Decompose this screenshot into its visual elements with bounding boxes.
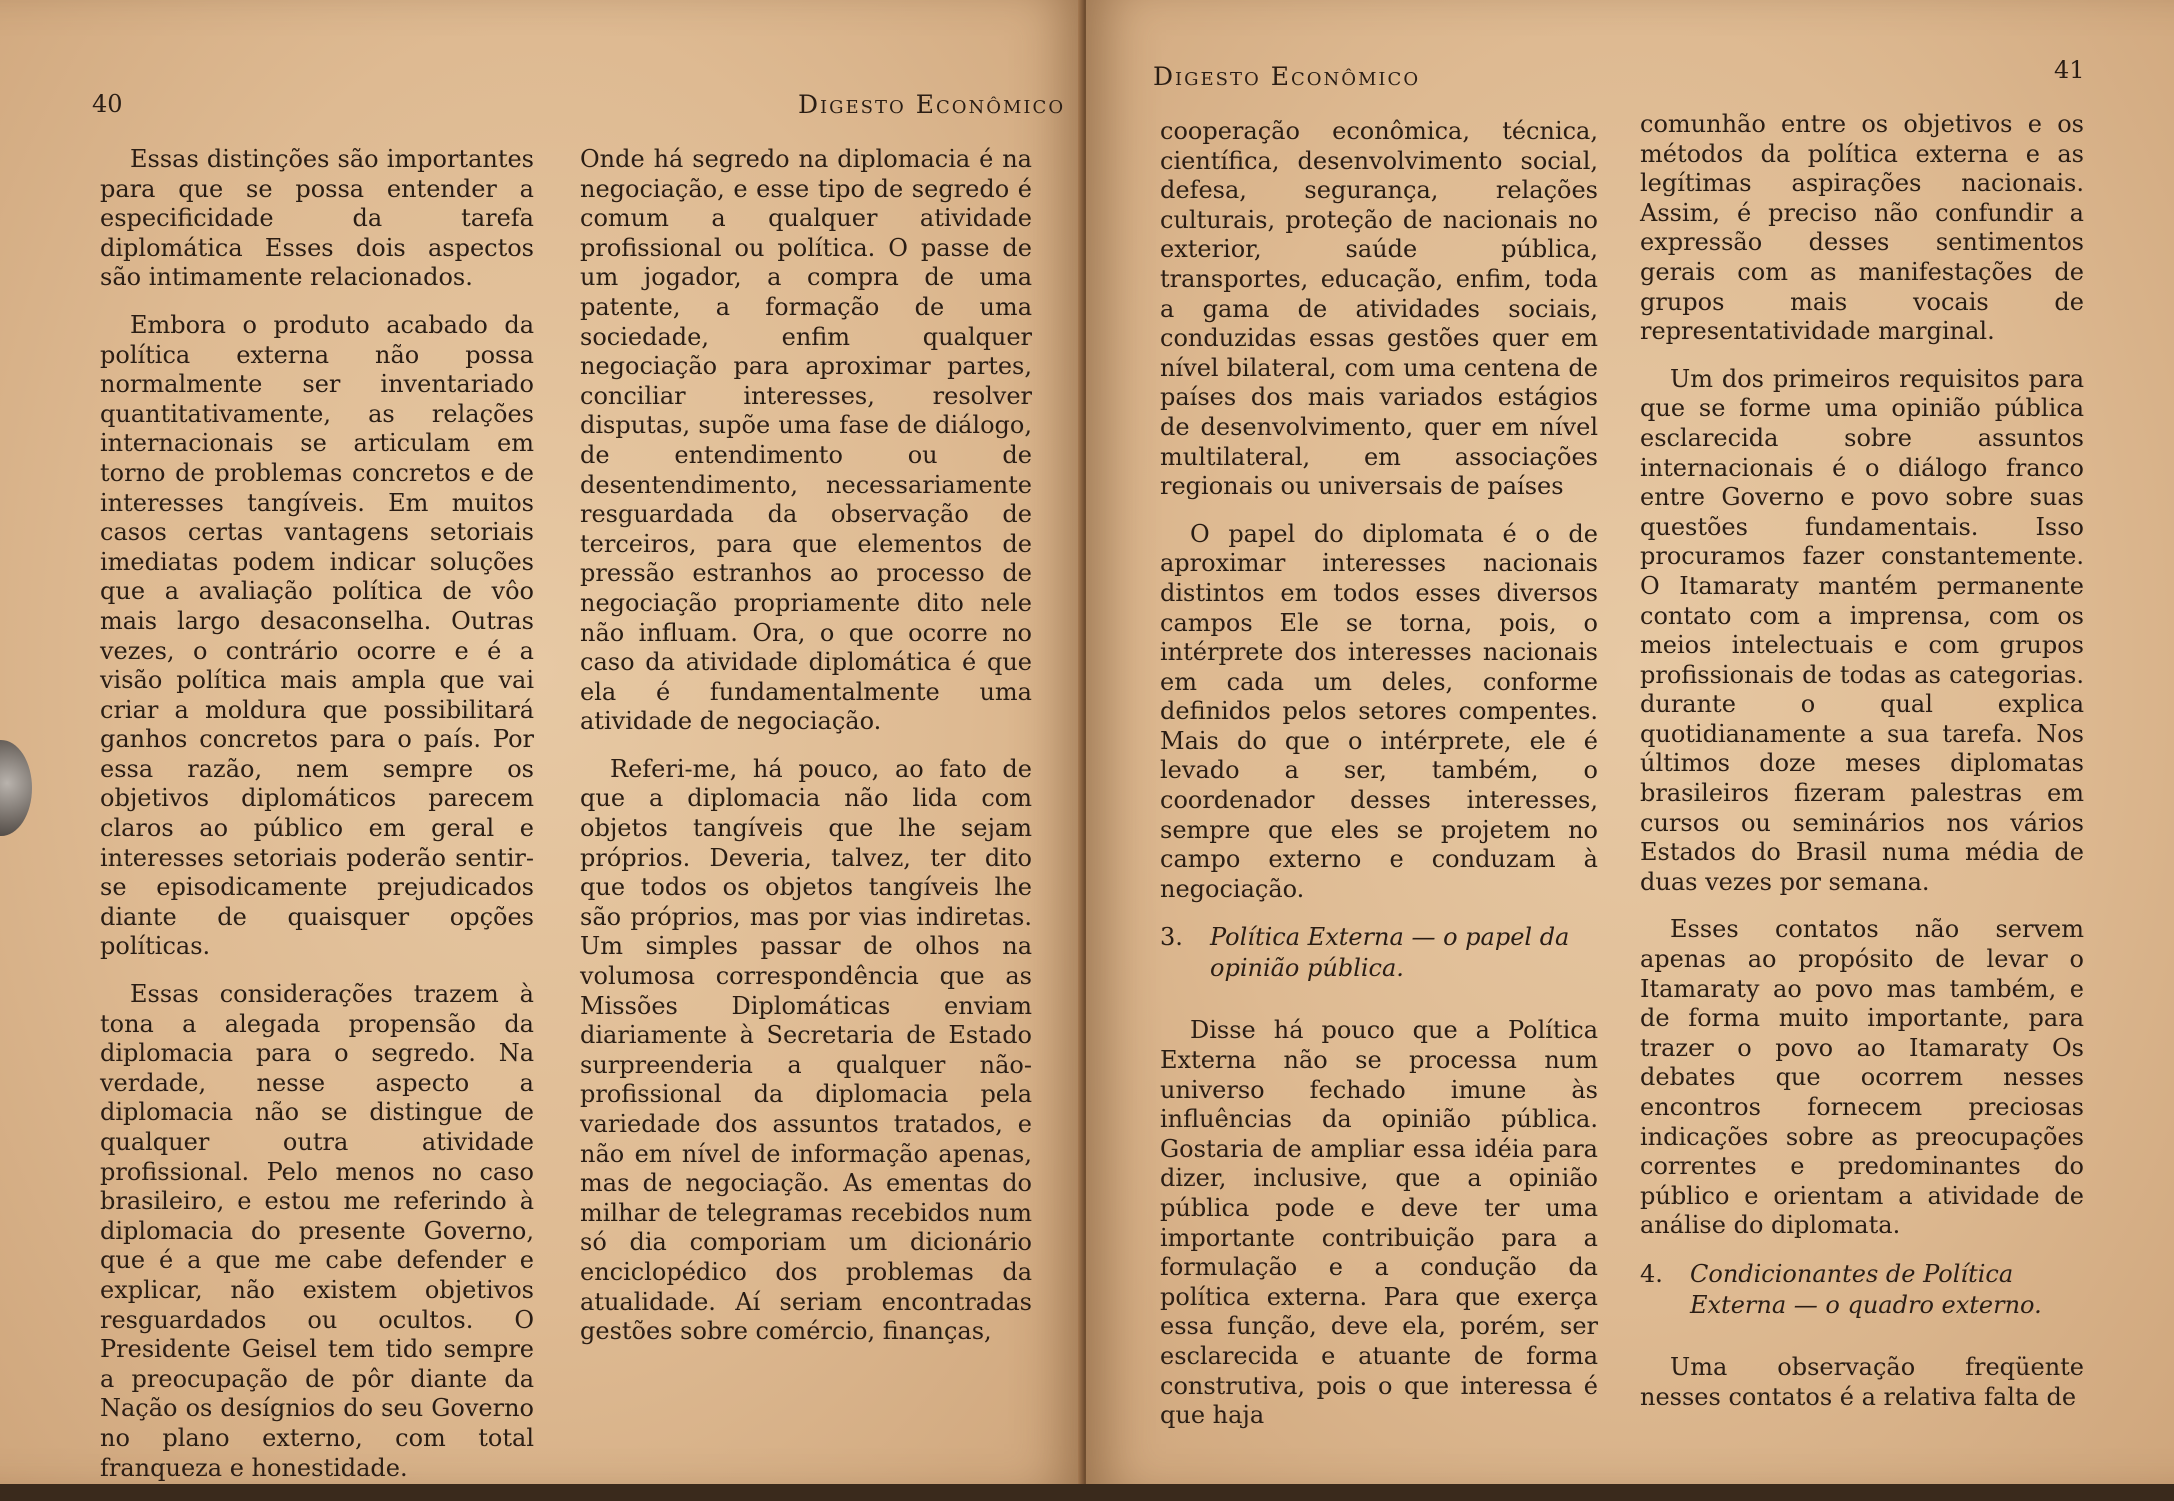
paragraph: Disse há pouco que a Política Externa não se processa num universo fechado imune às influências da opinião pública. Gostaria de ampliar essa idéia para dizer, inclusive, que a opinião pública pode e deve ter uma importante contribuição para a formulação e a condução da política externa. Para que exerça essa função, deve ela, porém, ser esclarecida e atuante de forma construtiva, pois o que interessa é que haja: [1160, 1016, 1598, 1430]
paragraph: comunhão entre os objetivos e os métodos da política externa e as legítimas aspirações nacionais. Assim, é preciso não confundir a expressão desses sentimentos gerais com as manifestações de grupos mais vocais de representatividade marginal.: [1640, 110, 2084, 346]
section-number: 4.: [1640, 1259, 1663, 1288]
left-column-2: [580, 145, 1032, 1365]
paragraph: Essas considerações trazem à tona a alegada propensão da diplomacia para o segredo. Na verdade, nesse aspecto a diplomacia não se distingue de qualquer outra atividade profissional. Pelo menos no caso brasileiro, e estou me referindo à diplomacia do presente Governo, que é a que me cabe defender e explicar, não existem objetivos resguardados ou ocultos. O Presidente Geisel tem tido sempre a preocupação de pôr diante da Nação os desígnios do seu Governo no plano externo, com total franqueza e honestidade.: [100, 980, 534, 1482]
paragraph: Embora o produto acabado da política externa não possa normalmente ser inventariado quantitativamente, as relações internacionais se articulam em torno de problemas concretos e de interesses tangíveis. Em muitos casos certas vantagens setoriais imediatas podem indicar soluções que a avaliação política de vôo mais largo desaconselha. Outras vezes, o contrário ocorre e é a visão política mais ampla que vai criar a moldura que possibilitará ganhos concretos para o país. Por essa razão, nem sempre os objetivos diplomáticos parecem claros ao público em geral e interesses setoriais poderão sentir-se episodicamente prejudicados diante de quaisquer opções políticas.: [100, 310, 534, 961]
paragraph: Essas distinções são importantes para que se possa entender a especificidade da tarefa diplomática Esses dois aspectos são intimamente relacionados.: [100, 145, 534, 292]
page-number-right: 41: [2054, 56, 2085, 84]
paragraph: O papel do diplomata é o de aproximar interesses nacionais distintos em todos esses diversos campos Ele se torna, pois, o intérprete dos interesses nacionais em cada um deles, conforme definidos pelos setores compentes. Mais do que o intérprete, ele é levado a ser, também, o coordenador desses interesses, sempre que eles se projetem no campo externo e conduzam à negociação.: [1160, 519, 1598, 903]
paragraph: Esses contatos não servem apenas ao propósito de levar o Itamaraty ao povo mas também, e de forma muito importante, para trazer o povo ao Itamaraty Os debates que ocorrem nesses encontros fornecem preciosas indicações sobre as preocupações correntes e predominantes do público e orientam a atividade de análise do diplomata.: [1640, 915, 2084, 1240]
running-head-left: Digesto Econômico: [798, 90, 1066, 119]
paragraph: Um dos primeiros requisitos para que se forme uma opinião pública esclarecida sobre assuntos internacionais é o diálogo franco entre Governo e povo sobre suas questões fundamentais. Isso procuramos fazer constantemente. O Itamaraty mantém permanente contato com a imprensa, com os meios intelectuais e com grupos profissionais de todas as categorias. durante o qual explica quotidianamente a sua tarefa. Nos últimos doze meses diplomatas brasileiros fizeram palestras em cursos ou seminários nos vários Estados do Brasil numa média de duas vezes por semana.: [1640, 364, 2084, 896]
right-column-1: [1160, 117, 1598, 1449]
paragraph: cooperação econômica, técnica, científica, desenvolvimento social, defesa, segurança, relações culturais, proteção de nacionais no exterior, saúde pública, transportes, educação, enfim, toda a gama de atividades sociais, conduzidas essas gestões quer em nível bilateral, com uma centena de países dos mais variados estágios de desenvolvimento, quer em nível multilateral, em associações regionais ou universais de países: [1160, 117, 1598, 501]
paragraph: Uma observação freqüente nesses contatos é a relativa falta de: [1640, 1352, 2084, 1411]
section-number: 3.: [1160, 923, 1183, 952]
right-column-2: [1640, 110, 2084, 1430]
left-page: [0, 0, 1084, 1484]
page-number-left: 40: [92, 90, 123, 118]
paragraph: Onde há segredo na diplomacia é na negociação, e esse tipo de segredo é comum a qualquer atividade profissional ou política. O passe de um jogador, a compra de uma patente, a formação de uma sociedade, enfim qualquer negociação para aproximar partes, conciliar interesses, resolver disputas, supõe uma fase de diálogo, de entendimento ou de desentendimento, necessariamente resguardada da observação de terceiros, para que elementos de pressão estranhos ao processo de negociação propriamente dito nele não influam. Ora, o que ocorre no caso da atividade diplomática é que ela é fundamentalmente uma atividade de negociação.: [580, 145, 1032, 736]
left-column-1: [100, 145, 534, 1501]
running-head-right: Digesto Econômico: [1153, 62, 1421, 91]
binding-rivet: [0, 740, 32, 836]
section-title: Condicionantes de Política Externa — o quadro externo.: [1690, 1259, 2042, 1319]
section-title: Política Externa — o papel da opinião pública.: [1210, 923, 1570, 983]
right-page: [1086, 0, 2174, 1484]
section-heading-4: [1640, 1259, 2084, 1321]
paragraph: Referi-me, há pouco, ao fato de que a diplomacia não lida com objetos tangíveis que lhe sejam próprios. Deveria, talvez, ter dito que todos os objetos tangíveis lhe são próprios, mas por vias indiretas. Um simples passar de olhos na volumosa correspondência que as Missões Diplomáticas enviam diariamente à Secretaria de Estado surpreenderia a qualquer não-profissional da diplomacia pela variedade dos assuntos tratados, e não em nível de informação apenas, mas de negociação. As ementas do milhar de telegramas recebidos num só dia comporiam um dicionário enciclopédico dos problemas da atualidade. Aí seriam encontradas gestões sobre comércio, finanças,: [580, 754, 1032, 1346]
section-heading-3: [1160, 922, 1598, 984]
